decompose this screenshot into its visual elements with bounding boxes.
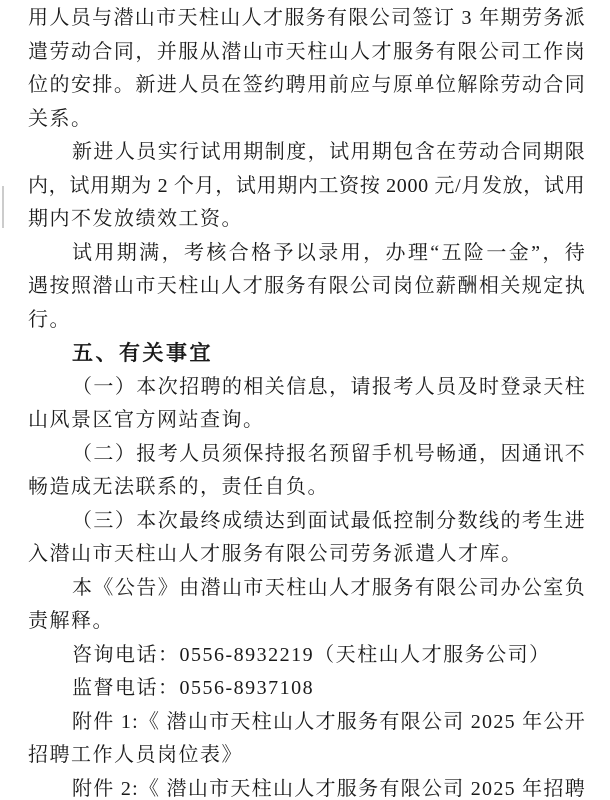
text-line: （ 三 ） 本 次 最 终 成 绩 达 到 面 试 最 低 控 制 分 数 线 的 考 生 进 bbox=[72, 509, 585, 532]
text-line: （ 二 ） 报 考 人 员 须 保 持 报 名 预 留 手 机 号 畅 通 ， 因 通 讯 不 bbox=[72, 442, 585, 465]
text-line: 本 《 公 告 》 由 潜 山 市 天 柱 山 人 才 服 务 有 限 公 司 办 公 室 负 bbox=[72, 576, 585, 599]
text-line: 招聘工作人员岗位表》 bbox=[28, 744, 243, 766]
document-body bbox=[28, 2, 585, 800]
text-line: 遣 劳 动 合 同 ， 并 服 从 潜 山 市 天 柱 山 人 才 服 务 有 限 公 司 工 作 岗 bbox=[28, 40, 585, 63]
text-line: 遇 按 照 潜 山 市 天 柱 山 人 才 服 务 有 限 公 司 岗 位 薪 酬 相 关 规 定 执 bbox=[28, 275, 585, 297]
text-line: 畅造成无法联系的，责任自负。 bbox=[28, 476, 329, 498]
text-line: 内 ， 试 用 期 为 2 个 月 ， 试 用 期 内 工 资 按 2 0 0 0 元 / 月 发 放 ， 试 用 bbox=[28, 174, 585, 197]
text-line: 责解释。 bbox=[28, 610, 114, 632]
text-line: 监督电话：0556-8937108 bbox=[72, 677, 315, 699]
text-line: 用 人 员 与 潜 山 市 天 柱 山 人 才 服 务 有 限 公 司 签 订 3 年 期 劳 务 派 bbox=[28, 7, 585, 29]
scan-artifact bbox=[2, 186, 4, 228]
text-line: （ 一 ） 本 次 招 聘 的 相 关 信 息 ， 请 报 考 人 员 及 时 登 录 天 柱 bbox=[72, 375, 585, 398]
section-heading: 五、有关事宜 bbox=[72, 342, 213, 365]
text-line: 关系。 bbox=[28, 107, 93, 130]
text-line: 行。 bbox=[28, 308, 71, 331]
text-line: 咨询电话：0556-8932219（天柱山人才服务公司） bbox=[72, 643, 551, 666]
text-line: 附 件 1 : 《 潜 山 市 天 柱 山 人 才 服 务 有 限 公 司 2 0 2 5 年 公 开 bbox=[72, 710, 585, 733]
text-line: 位 的 安 排 。 新 进 人 员 在 签 约 聘 用 前 应 与 原 单 位 解 除 劳 动 合 同 bbox=[28, 74, 585, 96]
text-line: 期内不发放绩效工资。 bbox=[28, 208, 243, 230]
text-line: 入潜山市天柱山人才服务有限公司劳务派遣人才库。 bbox=[28, 543, 523, 565]
text-line: 山风景区官方网站查询。 bbox=[28, 409, 265, 431]
text-line: 新 进 人 员 实 行 试 用 期 制 度 ， 试 用 期 包 含 在 劳 动 合 同 期 限 bbox=[72, 141, 585, 163]
text-line: 试 用 期 满 ， 考 核 合 格 予 以 录 用 ， 办 理 “ 五 险 一 金 ” ， 待 bbox=[72, 241, 585, 264]
text-line: 附 件 2 : 《 潜 山 市 天 柱 山 人 才 服 务 有 限 公 司 2 0 2 5 年 招 聘 bbox=[72, 777, 585, 800]
